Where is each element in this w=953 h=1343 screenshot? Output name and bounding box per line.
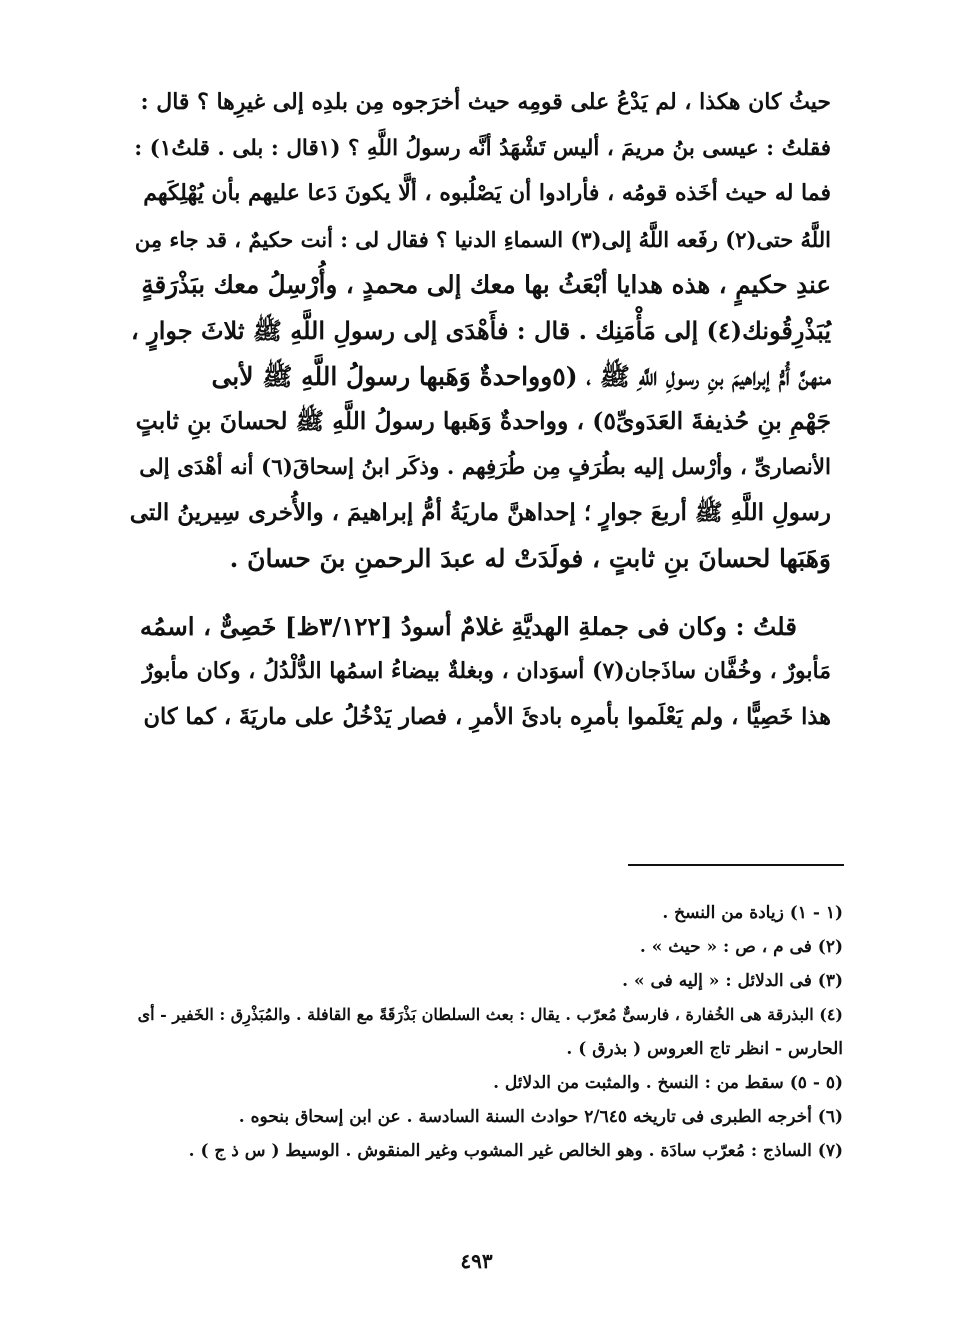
page-number: ٤٩٣: [460, 1249, 493, 1273]
footnote: (٣) فى الدلائل : « إليه فى » .: [622, 971, 843, 991]
paragraph-1: [130, 80, 831, 582]
text-line: اللَّهُ حتى(٢) رفَعه اللَّهُ إلى(٣) السماءِ الدنيا ؟ فقال لى : أنت حكيمٌ ، قد جاء مِن: [134, 226, 831, 252]
footnotes: [130, 896, 843, 1168]
footnote: (٢) فى م ، ص : « حيث » .: [639, 937, 843, 957]
paragraph-2: [130, 604, 831, 741]
text-line: عندِ حكيمٍ ، هذه هدايا أبْعَثُ بها معك إلى محمدٍ ، وأُرْسِلُ معك ببَذْرَقةٍ: [141, 270, 831, 300]
main-text: [130, 80, 831, 740]
text-line: فقلتُ : عيسى بنُ مريمَ ، أليس تَشْهَدُ أنَّه رسولُ اللَّهِ ؟ (١قال : بلى . قلتُ١) :: [134, 135, 831, 161]
footnote: (٦) أخرجه الطبرى فى تاريخه ٢/٦٤٥ حوادث السنة السادسة . عن ابن إسحاق بنحوه .: [238, 1107, 843, 1127]
text-line: رسولِ اللَّهِ ﷺ أربعَ جوارٍ ؛ إحداهنَّ ماريَةُ أمُّ إبراهيمَ ، والأُخرى سِيرينُ التى: [129, 499, 831, 527]
text-line: فما له حيث أخَذه قومُه ، فأرادوا أن يَصْلُبوه ، ألَّا يكونَ دَعا عليهم بأن يُهْلِكَهم: [143, 180, 831, 207]
text-line: هذا خَصِيًّا ، ولم يَعْلَموا بأمرِه بادئَ الأمرِ ، فصار يَدْخُلُ على ماريَةَ ، كما كان: [143, 703, 831, 730]
text-line: الأنصارىِّ ، وأرْسل إليه بطُرَفٍ مِن طُرَفِهم . وذكَر ابنُ إسحاقَ(٦) أنه أهْدَى إلى: [139, 454, 831, 480]
text-line: يُبَذْرِقُونك(٤) إلى مَأْمَنِك . قال : فأَهْدَى إلى رسولِ اللَّهِ ﷺ ثلاثَ جوارٍ ،: [131, 315, 831, 345]
footnote: (٧) الساذج : مُعرّب سادَة . وهو الخالص غير المشوب وغير المنقوش . الوسيط ( س ذ ج ) .: [188, 1141, 843, 1161]
text-line: وَهَبَها لحسانَ بنِ ثابتٍ ، فولَدَتْ له عبدَ الرحمنِ بنَ حسانَ .: [229, 543, 831, 573]
text-line: مَأبورٌ ، وخُفَّان ساذَجان(٧) أسوَدان ، وبغلةٌ بيضاءُ اسمُها الدُّلْدُلُ ، وكان مأبورٌ: [142, 658, 831, 685]
text-line: جَهْمِ بنِ حُذيفةَ العَدَوىِّ٥) ، وواحدةٌ وَهَبها رسولُ اللَّهِ ﷺ لحسانَ بنِ ثابتٍ: [135, 407, 831, 436]
text-line: منهنَّ أُمُّ إبراهيمَ بنِ رسولِ اللَّهِ ﷺ ، (٥وواحدةٌ وَهَبها رسولُ اللَّهِ ﷺ لأبى: [211, 361, 831, 391]
footnote: (٤) البذرقة هى الخُفارة ، فارسىٌّ مُعرّب . يقال : بعث السلطان بَذْرَقَةً مع القافلة . والمُبَذْرِق : الخَفير - أى: [137, 1005, 843, 1024]
footnote-continuation: الحارس - انظر تاج العروس ( بذرق ) .: [566, 1039, 843, 1059]
footnote-separator: [628, 864, 844, 866]
text-line: حيثُ كان هكذا ، لم يَدْعُ على قومِه حيث أخرَجوه مِن بلدِه إلى غيرِها ؟ قال :: [140, 89, 831, 115]
footnote: (٥ - ٥) سقط من : النسخ . والمثبت من الدلائل .: [493, 1073, 843, 1093]
text-line: قلتُ : وكان فى جملةِ الهديَّةِ غلامٌ أسودُ [٣/١٢٢ظ] خَصِىٌّ ، اسمُه: [139, 611, 797, 641]
footnote: (١ - ١) زيادة من النسخ .: [662, 903, 843, 923]
